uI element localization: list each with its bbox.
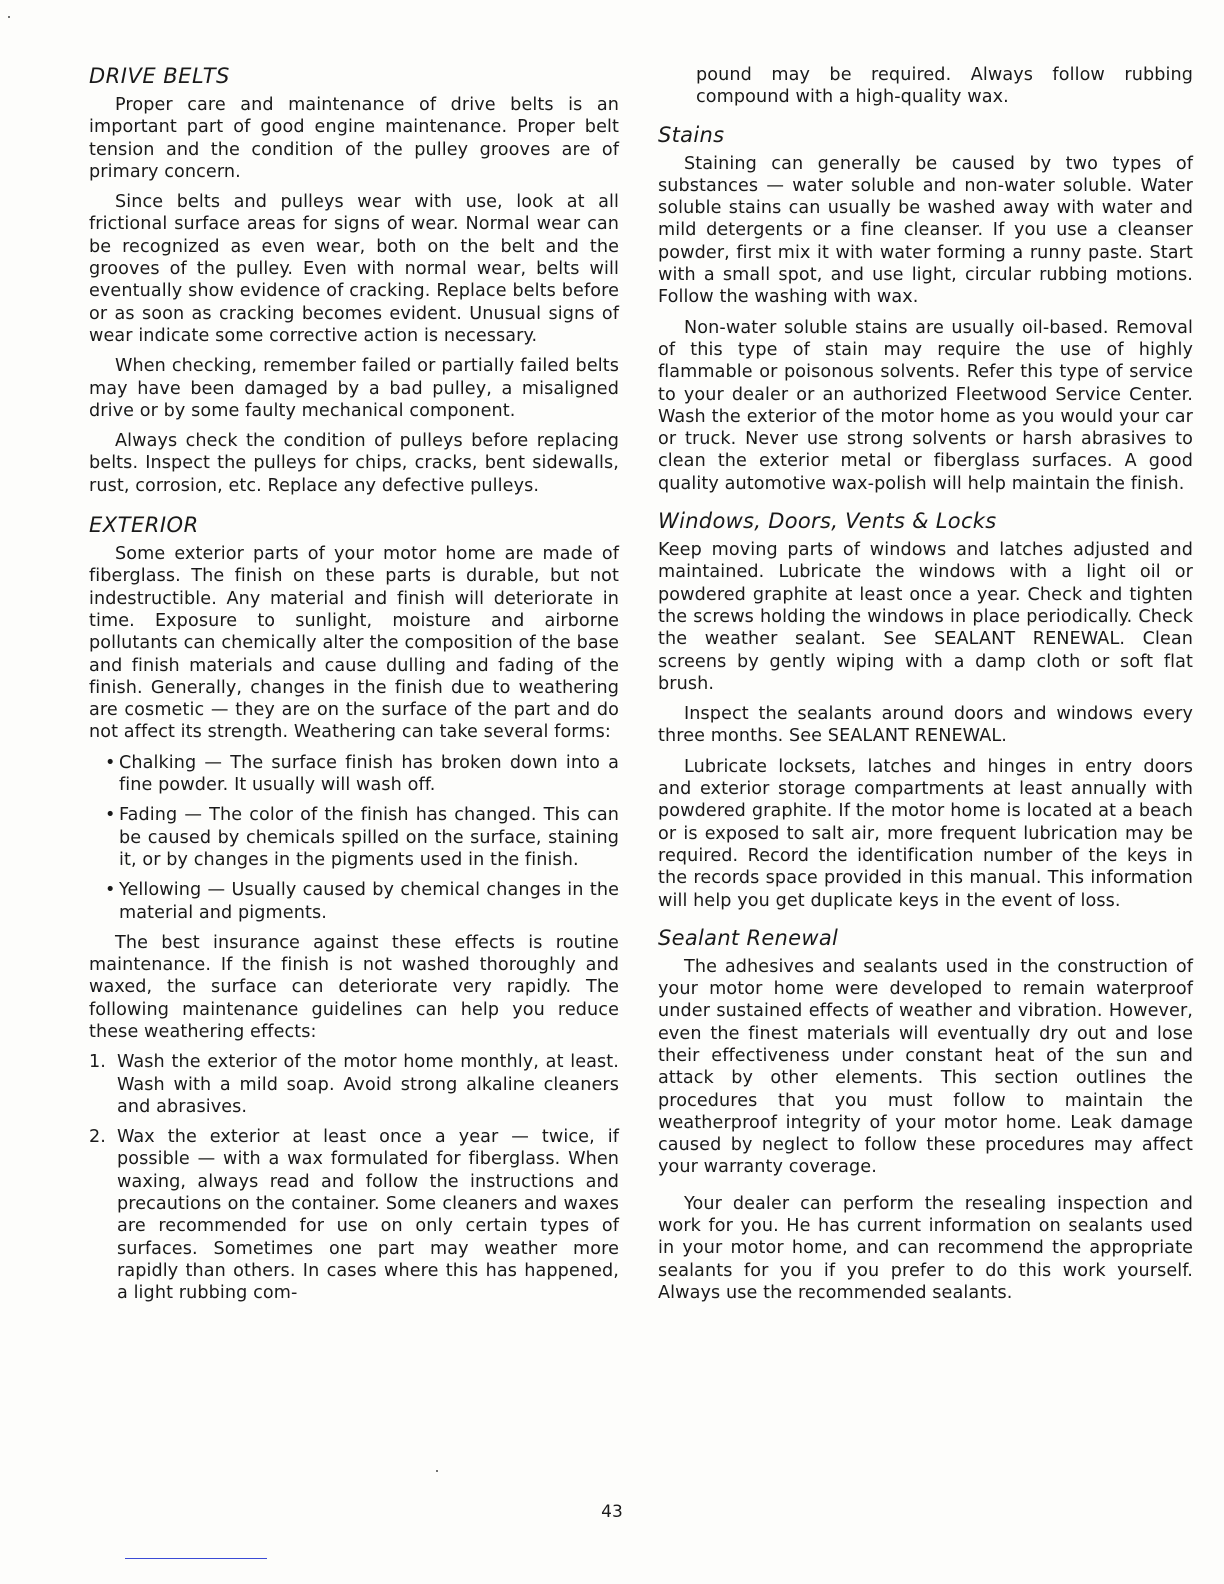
- sealant-paragraph: The adhesives and sealants used in the construction of your motor home were developed to remain waterproof under sustained effects of weather and vibration. However, even the finest materials will eventually dry out and lose their effectiveness under constant heat of the sun and attack by other elements. This section outlines the procedures that you must follow to maintain the weatherproof integrity of your motor home. Leak damage caused by neglect to follow these procedures may affect your warranty coverage.: [658, 956, 1193, 1178]
- drive-belts-paragraph: When checking, remember failed or partially failed belts may have been damaged by a bad pulley, a misaligned drive or by some faulty mechanical component.: [89, 356, 619, 421]
- stains-section: [658, 123, 1193, 495]
- windows-paragraph: Keep moving parts of windows and latches adjusted and maintained. Lubricate the windows with a light oil or powdered graphite at least once a year. Check and tighten the screws holding the windows in place periodically. Check the weather sealant. See SEALANT RENEWAL. Clean screens by gently wiping with a damp cloth or soft flat brush.: [658, 540, 1193, 694]
- drive-belts-paragraph: Always check the condition of pulleys before replacing belts. Inspect the pulleys for chips, cracks, bent sidewalls, rust, corrosion, etc. Replace any defective pulleys.: [89, 431, 619, 496]
- continued-text: pound may be required. Always follow rubbing compound with a high-quality wax.: [696, 65, 1193, 108]
- exterior-heading: EXTERIOR: [89, 513, 199, 538]
- bullet-icon: •: [105, 805, 116, 826]
- right-column: [658, 64, 1193, 1312]
- drive-belts-paragraph: Proper care and maintenance of drive belts is an important part of good engine maintenance. Proper belt tension and the condition of the pulley grooves are of primary concern.: [89, 95, 619, 182]
- maintenance-steps: [89, 1051, 619, 1304]
- page-number: 43: [601, 1502, 623, 1522]
- step-number: 1.: [89, 1052, 106, 1073]
- windows-paragraph: Inspect the sealants around doors and windows every three months. See SEALANT RENEWAL.: [658, 704, 1193, 747]
- scan-speck: [8, 16, 10, 18]
- stains-paragraph: Non-water soluble stains are usually oil-based. Removal of this type of stain may require the use of highly flammable or poisonous solvents. Refer this type of service to your dealer or an authorized Fleetwood Service Center. Wash the exterior of the motor home as you would your car or truck. Never use strong solvents or harsh abrasives to clean the exterior metal or fiberglass surfaces. A good quality automotive wax-polish will help maintain the finish.: [658, 317, 1193, 494]
- weathering-item-text: Chalking — The surface finish has broken down into a fine powder. It usually will wash off.: [119, 752, 619, 796]
- windows-heading: Windows, Doors, Vents & Locks: [658, 509, 997, 534]
- stains-heading: Stains: [658, 122, 725, 147]
- weathering-item-text: Yellowing — Usually caused by chemical changes in the material and pigments.: [119, 880, 619, 923]
- windows-paragraph: Lubricate locksets, latches and hinges in entry doors and exterior storage compartments at least annually with powdered graphite. If the motor home is located at a beach or is exposed to salt air, more frequent lubrication may be required. Record the identification number of the keys in the records space provided in this manual. This information will help you get duplicate keys in the event of loss.: [658, 756, 1193, 911]
- windows-section: [658, 509, 1193, 912]
- step-text: Wash the exterior of the motor home monthly, at least. Wash with a mild soap. Avoid strong alkaline cleaners and abrasives.: [117, 1052, 619, 1117]
- sealant-section: [658, 926, 1193, 1304]
- bullet-icon: •: [105, 880, 116, 901]
- weathering-item-text: Fading — The color of the finish has changed. This can be caused by chemicals spilled on the surface, staining it, or by changes in the pigments used in the finish.: [119, 805, 619, 870]
- step-number: 2.: [89, 1127, 106, 1148]
- sealant-heading: Sealant Renewal: [658, 925, 839, 950]
- bottom-rule: [125, 1558, 267, 1559]
- exterior-intro: Some exterior parts of your motor home are made of fiberglass. The finish on these parts is durable, but not indestructible. Any material and finish will deteriorate in time. Exposure to sunlight, moisture and airborne pollutants can chemically alter the composition of the base and finish materials and cause dulling and fading of the finish. Generally, changes in the finish due to weathering are cosmetic — they are on the surface of the part and do not affect its strength. Weathering can take several forms:: [89, 544, 619, 743]
- scan-speck: [436, 1470, 438, 1472]
- exterior-section: [89, 513, 619, 1305]
- drive-belts-paragraph: Since belts and pulleys wear with use, look at all frictional surface areas for signs of wear. Normal wear can be recognized as even wear, both on the belt and the grooves of the pulley. Even with normal wear, belts will eventually show evidence of cracking. Replace belts before or as soon as cracking becomes evident. Unusual signs of wear indicate some corrective action is necessary.: [89, 192, 619, 346]
- maintenance-step: [89, 1126, 619, 1304]
- weathering-item: [105, 752, 619, 797]
- drive-belts-heading: DRIVE BELTS: [89, 64, 230, 88]
- maintenance-step: [89, 1051, 619, 1118]
- exterior-insurance-paragraph: The best insurance against these effects is routine maintenance. If the finish is not washed thoroughly and waxed, the surface can deteriorate very rapidly. The following maintenance guidelines can help you reduce these weathering effects:: [89, 932, 619, 1042]
- drive-belts-section: [89, 64, 619, 497]
- sealant-paragraph: Your dealer can perform the resealing inspection and work for you. He has current information on sealants used in your motor home, and can recommend the appropriate sealants for you if you prefer to do this work yourself. Always use the recommended sealants.: [658, 1193, 1193, 1303]
- weathering-item: [105, 879, 619, 924]
- weathering-list: [89, 752, 619, 924]
- bullet-icon: •: [105, 752, 116, 773]
- step-text: Wax the exterior at least once a year — twice, if possible — with a wax formulated for fiberglass. When waxing, always read and follow the instructions and precautions on the container. Some cleaners and waxes are recommended for use on only certain types of surfaces. Sometimes one part may weather more rapidly than others. In cases where this has happened, a light rubbing com-: [117, 1127, 619, 1304]
- stains-paragraph: Staining can generally be caused by two types of substances — water soluble and non-water soluble. Water soluble stains can usually be washed away with water and mild detergents or a fine cleanser. If you use a cleanser powder, first mix it with water forming a runny paste. Start with a small spot, and use light, circular rubbing motions. Follow the washing with wax.: [658, 153, 1193, 308]
- left-column: [89, 64, 619, 1313]
- weathering-item: [105, 804, 619, 871]
